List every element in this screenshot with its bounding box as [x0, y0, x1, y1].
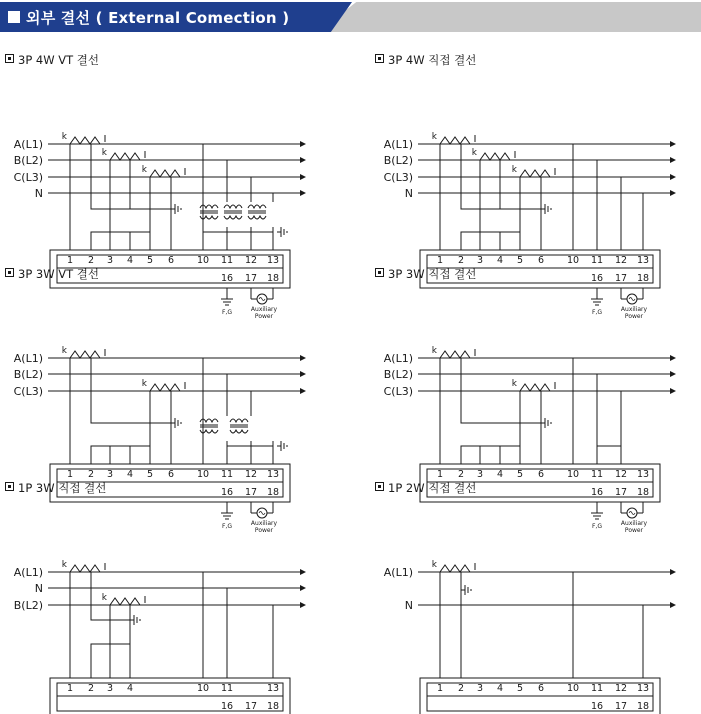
terminal-number: 3 — [476, 683, 484, 694]
diagram-group — [14, 560, 306, 714]
aux-label: Auxiliary — [250, 306, 278, 313]
line-label: B(L2) — [383, 368, 413, 381]
current-transformer-coil — [480, 153, 510, 160]
wiring-panel — [370, 480, 700, 712]
current-transformer-coil — [70, 565, 100, 572]
ct-k-mark: k — [471, 148, 477, 158]
panel-title-text: 1P 3W 직접 결선 — [18, 481, 107, 495]
terminal-number: 10 — [566, 469, 580, 480]
line-label: A(L1) — [13, 566, 43, 579]
ct-return-wire — [541, 177, 555, 250]
terminal-number: 3 — [476, 255, 484, 266]
line-label: B(L2) — [383, 154, 413, 167]
terminal-number: 18 — [266, 487, 280, 498]
voltage-transformer-secondary — [248, 216, 266, 219]
aux-label: Auxiliary — [250, 520, 278, 527]
terminal-number: 2 — [457, 469, 465, 480]
common-wire — [91, 446, 150, 464]
terminal-number: 11 — [590, 469, 604, 480]
terminal-number: 13 — [636, 469, 650, 480]
terminal-number: 2 — [457, 683, 465, 694]
current-transformer-coil — [150, 384, 180, 391]
terminal-number: 13 — [636, 683, 650, 694]
voltage-transformer-primary — [224, 205, 242, 208]
terminal-number: 5 — [516, 255, 524, 266]
arrow-head-icon — [670, 190, 676, 196]
ct-return-wire — [171, 391, 185, 464]
line-label: C(L3) — [383, 385, 413, 398]
terminal-number: 1 — [436, 469, 444, 480]
arrow-head-icon — [300, 157, 306, 163]
arrow-head-icon — [670, 602, 676, 608]
arrow-head-icon — [670, 355, 676, 361]
aux-label: Power — [254, 313, 274, 320]
ct-return-wire — [171, 177, 185, 250]
wiring-diagram — [0, 480, 330, 712]
arrow-head-icon — [300, 585, 306, 591]
terminal-number: 10 — [566, 255, 580, 266]
common-wire — [461, 232, 520, 250]
terminal-number: 18 — [636, 273, 650, 284]
ct-k-mark: k — [431, 346, 437, 356]
terminal-number: 5 — [516, 469, 524, 480]
terminal-number: 4 — [126, 255, 134, 266]
terminal-number: 4 — [126, 683, 134, 694]
arrow-head-icon — [300, 371, 306, 377]
ct-return-wire — [130, 605, 145, 678]
terminal-number: 5 — [146, 469, 154, 480]
ct-k-mark: k — [61, 560, 67, 570]
terminal-number: 11 — [220, 683, 234, 694]
terminal-number: 1 — [66, 255, 74, 266]
line-label: C(L3) — [13, 171, 43, 184]
terminal-number: 13 — [636, 255, 650, 266]
terminal-number: 18 — [636, 487, 650, 498]
ct-k-mark: k — [101, 148, 107, 158]
terminal-number: 17 — [244, 273, 258, 284]
arrow-head-icon — [300, 388, 306, 394]
arrow-head-icon — [670, 371, 676, 377]
line-label: A(L1) — [13, 138, 43, 151]
terminal-number: 2 — [87, 469, 95, 480]
line-label: C(L3) — [383, 171, 413, 184]
line-label: B(L2) — [13, 368, 43, 381]
arrow-head-icon — [670, 157, 676, 163]
section-title: 외부 결선 ( External Comection ) — [26, 9, 290, 27]
panel-title-text: 3P 3W VT 결선 — [18, 267, 100, 281]
line-label: B(L2) — [13, 154, 43, 167]
terminal-number: 6 — [167, 255, 175, 266]
terminal-number: 11 — [220, 255, 234, 266]
common-wire — [91, 232, 150, 250]
voltage-wire — [597, 446, 621, 464]
ct-k-mark: k — [141, 379, 147, 389]
fg-label: F,G — [221, 523, 233, 530]
terminal-number: 17 — [244, 701, 258, 712]
aux-label: Power — [624, 527, 644, 534]
terminal-number: 5 — [146, 255, 154, 266]
terminal-number: 10 — [196, 255, 210, 266]
terminal-number: 1 — [66, 469, 74, 480]
terminal-number: 17 — [614, 273, 628, 284]
terminal-number: 4 — [496, 469, 504, 480]
line-label: C(L3) — [13, 385, 43, 398]
current-transformer-coil — [70, 351, 100, 358]
wiring-diagram — [370, 480, 700, 712]
terminal-number: 1 — [436, 255, 444, 266]
terminal-number: 11 — [590, 255, 604, 266]
terminal-number: 3 — [106, 255, 114, 266]
terminal-number: 16 — [220, 701, 234, 712]
terminal-number: 4 — [496, 255, 504, 266]
current-transformer-coil — [110, 598, 140, 605]
terminal-number: 3 — [106, 469, 114, 480]
arrow-head-icon — [670, 174, 676, 180]
terminal-number: 3 — [476, 469, 484, 480]
fg-label: F,G — [591, 523, 603, 530]
terminal-number: 2 — [87, 255, 95, 266]
current-transformer-coil — [520, 170, 550, 177]
line-label: B(L2) — [13, 599, 43, 612]
current-transformer-coil — [110, 153, 140, 160]
fg-label: F,G — [591, 309, 603, 316]
common-wire — [461, 446, 520, 464]
terminal-number: 12 — [244, 255, 258, 266]
arrow-head-icon — [300, 174, 306, 180]
aux-label: Power — [254, 527, 274, 534]
terminal-number: 2 — [87, 683, 95, 694]
ct-k-mark: k — [431, 560, 437, 570]
ct-k-mark: k — [61, 132, 67, 142]
voltage-transformer-secondary — [224, 216, 242, 219]
terminal-number: 16 — [590, 273, 604, 284]
panel-title-text: 1P 2W 직접 결선 — [388, 481, 477, 495]
panel-title-text: 3P 4W VT 결선 — [18, 53, 100, 67]
line-label: A(L1) — [383, 566, 413, 579]
terminal-number: 16 — [590, 487, 604, 498]
arrow-head-icon — [300, 569, 306, 575]
terminal-number: 12 — [614, 255, 628, 266]
terminal-number: 16 — [590, 701, 604, 712]
terminal-number: 2 — [457, 255, 465, 266]
arrow-head-icon — [300, 190, 306, 196]
current-transformer-coil — [520, 384, 550, 391]
arrow-head-icon — [300, 355, 306, 361]
arrow-head-icon — [670, 388, 676, 394]
current-transformer-coil — [70, 137, 100, 144]
line-label: A(L1) — [383, 138, 413, 151]
line-label: N — [34, 187, 43, 200]
current-transformer-coil — [440, 565, 470, 572]
terminal-number: 17 — [614, 487, 628, 498]
line-label: A(L1) — [13, 352, 43, 365]
terminal-number: 10 — [196, 469, 210, 480]
arrow-head-icon — [670, 141, 676, 147]
terminal-number: 12 — [244, 469, 258, 480]
terminal-number: 6 — [537, 255, 545, 266]
terminal-number: 13 — [266, 255, 280, 266]
ct-k-mark: k — [101, 593, 107, 603]
current-transformer-coil — [150, 170, 180, 177]
terminal-number: 17 — [244, 487, 258, 498]
terminal-number: 4 — [126, 469, 134, 480]
section-header — [0, 0, 701, 36]
arrow-head-icon — [300, 602, 306, 608]
terminal-number: 12 — [614, 683, 628, 694]
terminal-number: 6 — [537, 469, 545, 480]
current-transformer-coil — [440, 351, 470, 358]
line-label: A(L1) — [383, 352, 413, 365]
terminal-number: 18 — [266, 701, 280, 712]
panel-title-text: 3P 4W 직접 결선 — [388, 53, 477, 67]
terminal-number: 1 — [66, 683, 74, 694]
terminal-number: 4 — [496, 683, 504, 694]
terminal-number: 6 — [537, 683, 545, 694]
terminal-number: 11 — [220, 469, 234, 480]
terminal-number: 11 — [590, 683, 604, 694]
terminal-number: 17 — [614, 701, 628, 712]
terminal-number: 16 — [220, 273, 234, 284]
ct-k-mark: k — [61, 346, 67, 356]
terminal-number: 1 — [436, 683, 444, 694]
aux-label: Auxiliary — [620, 306, 648, 313]
terminal-number: 13 — [266, 683, 280, 694]
current-transformer-coil — [440, 137, 470, 144]
voltage-transformer-primary — [248, 205, 266, 208]
arrow-head-icon — [300, 141, 306, 147]
ct-k-mark: k — [511, 379, 517, 389]
diagram-group — [384, 560, 676, 714]
wiring-panel — [0, 480, 330, 712]
voltage-transformer-primary — [230, 419, 248, 422]
ct-return-wire — [541, 391, 555, 464]
terminal-number: 16 — [220, 487, 234, 498]
terminal-number: 10 — [196, 683, 210, 694]
fg-label: F,G — [221, 309, 233, 316]
arrow-head-icon — [670, 569, 676, 575]
terminal-number: 3 — [106, 683, 114, 694]
voltage-transformer-secondary — [230, 430, 248, 433]
ct-k-mark: k — [431, 132, 437, 142]
panel-title-text: 3P 3W 직접 결선 — [388, 267, 477, 281]
terminal-number: 10 — [566, 683, 580, 694]
line-label: N — [34, 582, 43, 595]
header-band-light — [318, 2, 701, 32]
line-label: N — [404, 187, 413, 200]
terminal-number: 12 — [614, 469, 628, 480]
aux-label: Power — [624, 313, 644, 320]
terminal-number: 6 — [167, 469, 175, 480]
terminal-number: 5 — [516, 683, 524, 694]
ct-k-mark: k — [511, 165, 517, 175]
header-square-icon — [8, 11, 20, 23]
ct-k-mark: k — [141, 165, 147, 175]
terminal-number: 13 — [266, 469, 280, 480]
terminal-number: 18 — [636, 701, 650, 712]
terminal-number: 18 — [266, 273, 280, 284]
aux-label: Auxiliary — [620, 520, 648, 527]
line-label: N — [404, 599, 413, 612]
